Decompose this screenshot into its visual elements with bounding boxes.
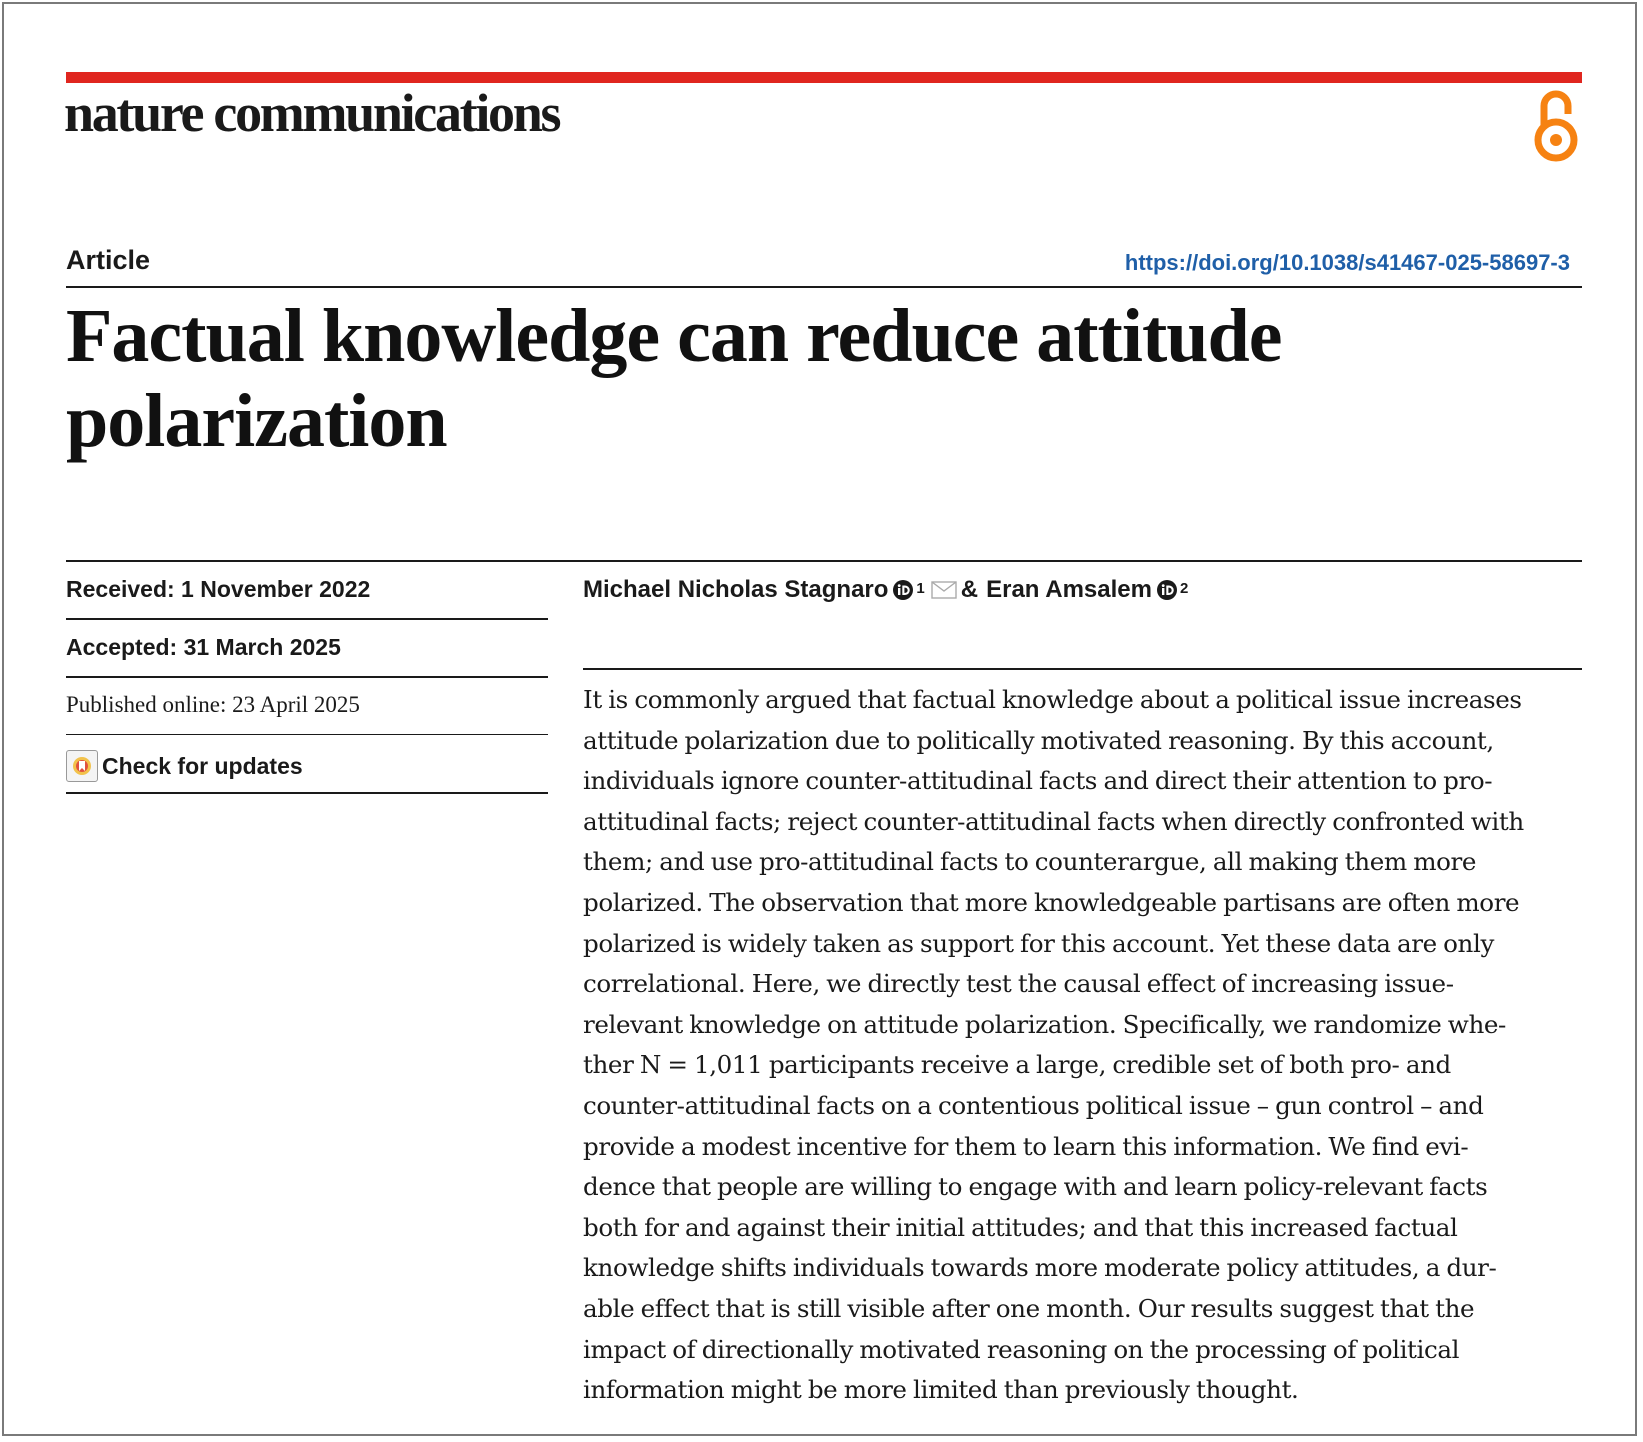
abstract-line: attitudinal facts; reject counter-attitudinal facts when directly confronted with bbox=[583, 806, 1524, 836]
meta-divider bbox=[66, 734, 548, 735]
journal-name: nature communications bbox=[64, 83, 560, 143]
abstract-line: knowledge shifts individuals towards more moderate policy attitudes, a dur- bbox=[583, 1253, 1497, 1283]
author-name[interactable]: Michael Nicholas Stagnaro bbox=[583, 576, 889, 603]
abstract-line: correlational. Here, we directly test the causal effect of increasing issue- bbox=[583, 969, 1454, 999]
abstract-line: impact of directionally motivated reasoning on the processing of political bbox=[583, 1334, 1460, 1364]
check-for-updates-button[interactable] bbox=[66, 750, 303, 782]
received-date: Received: 1 November 2022 bbox=[66, 576, 371, 602]
abstract-line: It is commonly argued that factual knowledge about a political issue increases bbox=[583, 685, 1522, 714]
title-divider bbox=[66, 286, 1582, 288]
title-line-2: polarization bbox=[66, 379, 447, 463]
abstract-line: both for and against their initial attitudes; and that this increased factual bbox=[583, 1212, 1458, 1242]
meta-divider bbox=[66, 792, 548, 794]
meta-divider bbox=[66, 618, 548, 620]
abstract-line: counter-attitudinal facts on a contentious political issue – gun control – and bbox=[583, 1090, 1484, 1120]
author-affiliation-sup: 1 bbox=[916, 579, 925, 597]
abstract-line: provide a modest incentive for them to learn this information. We find evi- bbox=[583, 1131, 1469, 1161]
title-line-1: Factual knowledge can reduce attitude bbox=[66, 294, 1282, 378]
abstract-line: attitude polarization due to politically motivated reasoning. By this account, bbox=[583, 725, 1494, 755]
orcid-icon[interactable] bbox=[1156, 579, 1178, 601]
author-separator: & bbox=[960, 576, 979, 603]
abstract-line: them; and use pro-attitudinal facts to counterargue, all making them more bbox=[583, 847, 1477, 877]
author-affiliation-sup: 2 bbox=[1179, 579, 1189, 597]
abstract-line: able effect that is still visible after one month. Our results suggest that the bbox=[583, 1293, 1475, 1323]
meta-divider bbox=[66, 676, 548, 678]
abstract-line: polarized. The observation that more knowledgeable partisans are often more bbox=[583, 887, 1520, 917]
article-title bbox=[66, 294, 1546, 464]
abstract-line: dence that people are willing to engage with and learn policy-relevant facts bbox=[583, 1172, 1488, 1202]
abstract-divider bbox=[583, 668, 1582, 670]
article-type: Article bbox=[66, 245, 151, 275]
abstract-line: ther N = 1,011 participants receive a large, credible set of both pro- and bbox=[583, 1050, 1451, 1080]
accepted-date: Accepted: 31 March 2025 bbox=[66, 634, 341, 660]
author-list bbox=[583, 576, 1188, 604]
abstract-line: relevant knowledge on attitude polarization. Specifically, we randomize whe- bbox=[583, 1009, 1506, 1039]
author-name[interactable]: Eran Amsalem bbox=[986, 576, 1152, 603]
page-frame bbox=[2, 2, 1637, 1436]
published-date: Published online: 23 April 2025 bbox=[66, 692, 360, 717]
check-updates-icon bbox=[66, 750, 98, 782]
abstract-line: information might be more limited than previously thought. bbox=[583, 1375, 1299, 1405]
open-access-icon bbox=[1531, 88, 1581, 164]
abstract-line: polarized is widely taken as support for this account. Yet these data are only bbox=[583, 928, 1494, 958]
mail-icon[interactable] bbox=[931, 580, 957, 600]
abstract bbox=[583, 680, 1583, 1411]
orcid-icon[interactable] bbox=[892, 579, 914, 601]
doi-link[interactable]: https://doi.org/10.1038/s41467-025-58697-3 bbox=[1124, 250, 1570, 275]
header-divider bbox=[66, 560, 1582, 562]
check-updates-label: Check for updates bbox=[102, 752, 303, 779]
abstract-line: individuals ignore counter-attitudinal facts and direct their attention to pro- bbox=[583, 766, 1493, 796]
